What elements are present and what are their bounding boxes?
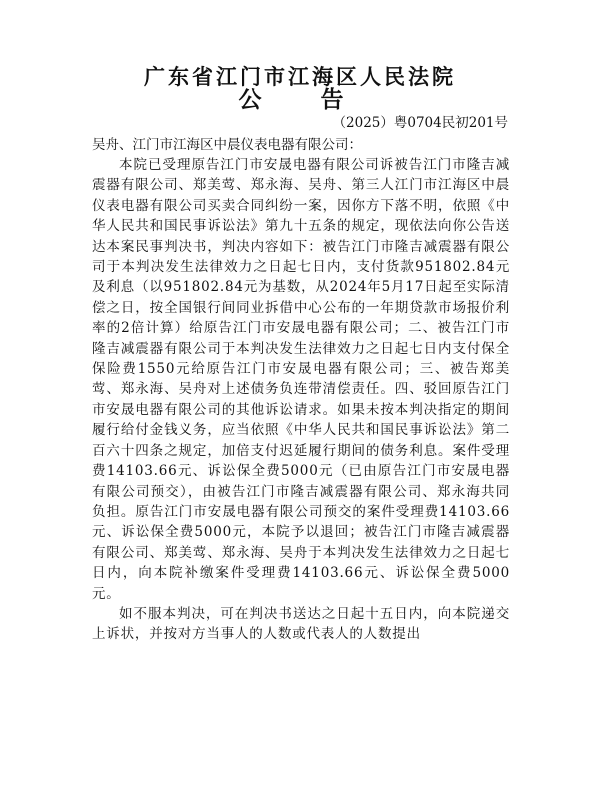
case-number: （2025）粤0704民初201号	[332, 115, 508, 131]
court-name: 广东省江门市江海区人民法院	[144, 64, 456, 89]
body-paragraph: 本院已受理原告江门市安晟电器有限公司诉被告江门市隆吉减震器有限公司、郑美莺、郑永海、吴舟、第三人江门市江海区中晨仪表电器有限公司买卖合同纠纷一案，因你方下落不明，依照《中华人民共和国民事诉讼法》第九十五条的规定，现依法向你公告送达本案民事判决书，判决内容如下：被告江门市隆吉减震器有限公司于本判决发生法律效力之日起七日内，支付货款951802.84元及利息（以951802.84元为基数，从2024年5月17日起至实际清偿之日，按全国银行间同业拆借中心公布的一年期贷款市场报价利率的2倍计算）给原告江门市安晟电器有限公司；二、被告江门市隆吉减震器有限公司于本判决发生法律效力之日起七日内支付保全保险费1550元给原告江门市安晟电器有限公司；三、被告郑美莺、郑永海、吴舟对上述债务负连带清偿责任。四、驳回原告江门市安晟电器有限公司的其他诉讼请求。如果未按本判决指定的期间履行给付金钱义务，应当依照《中华人民共和国民事诉讼法》第二百六十四条之规定，加倍支付迟延履行期间的债务利息。案件受理费14103.66元、诉讼保全费5000元（已由原告江门市安晟电器有限公司预交），由被告江门市隆吉减震器有限公司、郑永海共同负担。原告江门市安晟电器有限公司预交的案件受理费14103.66元、诉讼保全费5000元，本院予以退回；被告江门市隆吉减震器有限公司、郑美莺、郑永海、吴舟于本判决发生法律效力之日起七日内，向本院补缴案件受理费14103.66元、诉讼保全费5000元。	[92, 157, 510, 602]
notice-body	[92, 155, 510, 645]
notice-title: 公 告	[238, 86, 362, 113]
body-paragraph: 如不服本判决，可在判决书送达之日起十五日内，向本院递交上诉状，并按对方当事人的人数或代表人的人数提出	[92, 605, 510, 643]
addressee: 吴舟、江门市江海区中晨仪表电器有限公司：	[92, 137, 362, 153]
